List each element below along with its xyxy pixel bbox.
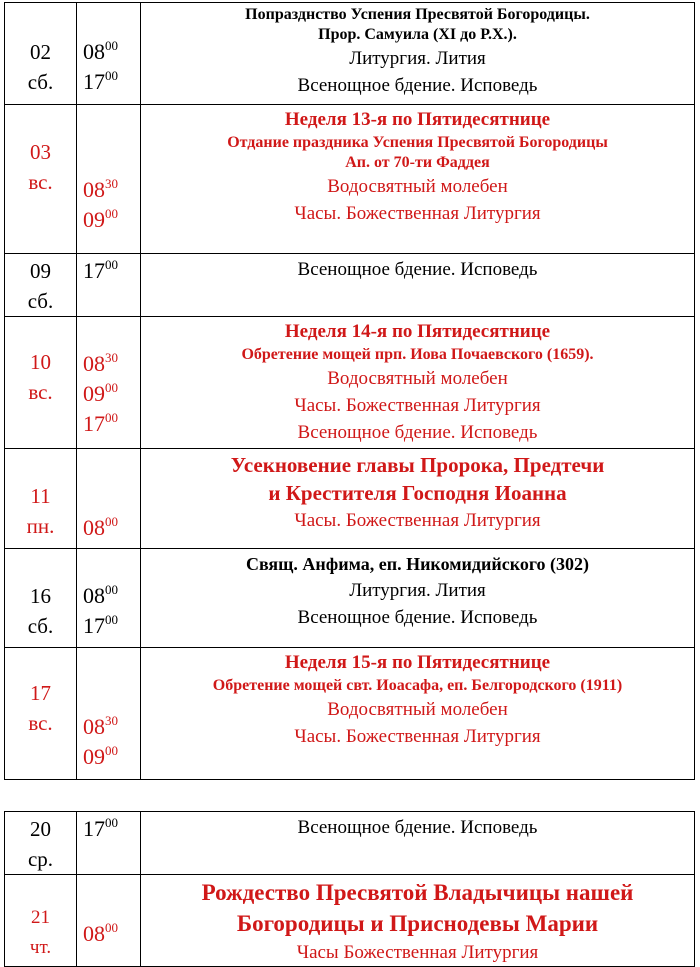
time-cell: [77, 254, 141, 317]
feast-title: Попразднство Успения Пресвятой Богородицы.: [245, 6, 590, 23]
service-time: $09^{00}$: [83, 380, 118, 406]
events-cell: [141, 812, 695, 875]
date-cell: [5, 317, 77, 449]
service-time: $08^{00}$: [83, 582, 118, 608]
date-number: 02: [30, 40, 51, 64]
schedule-row: [5, 549, 695, 648]
events-cell: [141, 549, 695, 648]
service-line: Часы. Божественная Литургия: [294, 726, 541, 747]
date-cell: [5, 449, 77, 549]
date-cell: [5, 549, 77, 648]
date-cell: [5, 812, 77, 875]
service-time: $08^{00}$: [83, 514, 118, 540]
time-cell: [77, 105, 141, 254]
service-line: Часы. Божественная Литургия: [294, 510, 541, 531]
day-of-week: пн.: [26, 514, 55, 538]
date-number: 11: [30, 484, 51, 508]
schedule-row: [5, 875, 695, 967]
service-line: Всенощное бдение. Исповедь: [297, 422, 538, 443]
date-number: 03: [30, 140, 51, 164]
service-line: Водосвятный молебен: [327, 368, 508, 389]
time-cell: [77, 3, 141, 105]
events-cell: [141, 449, 695, 549]
service-time: $09^{00}$: [83, 743, 118, 769]
day-of-week: сб.: [27, 289, 54, 313]
schedule-row: [5, 648, 695, 780]
date-number: 16: [30, 584, 51, 608]
service-time: $08^{30}$: [83, 350, 118, 376]
feast-title: Рождество Пресвятой Владычицы нашей: [201, 880, 634, 905]
feast-title: Свящ. Анфима, еп. Никомидийского (302): [245, 554, 590, 574]
feast-subtitle: Обретение мощей прп. Иова Почаевского (1659).: [241, 346, 594, 363]
service-time: $17^{00}$: [83, 410, 118, 436]
service-time: $08^{30}$: [83, 176, 118, 202]
service-line: Всенощное бдение. Исповедь: [297, 607, 538, 628]
date-number: 10: [30, 350, 51, 374]
events-cell: [141, 254, 695, 317]
schedule-table-1: [4, 2, 695, 780]
service-line: Литургия. Лития: [349, 48, 486, 69]
schedule-table-2: [4, 811, 695, 967]
day-of-week: вс.: [28, 170, 53, 194]
date-cell: [5, 254, 77, 317]
date-cell: [5, 648, 77, 780]
time-cell: [77, 549, 141, 648]
time-cell: [77, 449, 141, 549]
events-cell: [141, 317, 695, 449]
day-of-week: сб.: [27, 614, 54, 638]
service-line: Водосвятный молебен: [327, 699, 508, 720]
service-time: $17^{00}$: [83, 68, 118, 94]
date-number: 21: [31, 907, 50, 928]
service-line: Литургия. Лития: [349, 580, 486, 601]
feast-title: Неделя 13-я по Пятидесятнице: [284, 109, 551, 130]
events-cell: [141, 875, 695, 967]
schedule-row: [5, 449, 695, 549]
day-of-week: ср.: [27, 847, 54, 871]
time-cell: [77, 812, 141, 875]
day-of-week: сб.: [27, 70, 54, 94]
service-time: $17^{00}$: [83, 612, 118, 638]
schedule-row: [5, 812, 695, 875]
schedule-row: [5, 254, 695, 317]
time-cell: [77, 317, 141, 449]
feast-title: Неделя 14-я по Пятидесятнице: [284, 321, 551, 342]
events-cell: [141, 648, 695, 780]
service-line: Всенощное бдение. Исповедь: [297, 817, 538, 838]
service-line: Всенощное бдение. Исповедь: [297, 75, 538, 96]
feast-subtitle: Ап. от 70-ти Фаддея: [345, 154, 490, 171]
day-of-week: вс.: [28, 380, 53, 404]
feast-title: Неделя 15-я по Пятидесятнице: [284, 652, 551, 673]
day-of-week: чт.: [29, 937, 52, 958]
service-time: $17^{00}$: [83, 257, 118, 283]
service-line: Всенощное бдение. Исповедь: [297, 259, 538, 280]
schedule-row: [5, 105, 695, 254]
feast-title: Богородицы и Приснодевы Марии: [236, 911, 599, 936]
service-line: Водосвятный молебен: [327, 176, 508, 197]
service-line: Часы. Божественная Литургия: [294, 203, 541, 224]
date-number: 20: [30, 817, 51, 841]
events-cell: [141, 105, 695, 254]
time-cell: [77, 875, 141, 967]
feast-subtitle: Прор. Самуила (XI до Р.Х.).: [318, 26, 517, 43]
service-time: $08^{00}$: [83, 38, 118, 64]
date-cell: [5, 105, 77, 254]
service-time: $08^{30}$: [83, 713, 118, 739]
service-time: $08^{00}$: [83, 920, 118, 946]
service-line: Часы Божественная Литургия: [296, 942, 539, 963]
date-number: 09: [30, 259, 51, 283]
feast-subtitle: Отдание праздника Успения Пресвятой Богородицы: [227, 134, 608, 151]
service-line: Часы. Божественная Литургия: [294, 395, 541, 416]
day-of-week: вс.: [28, 711, 53, 735]
time-cell: [77, 648, 141, 780]
feast-title: Усекновение главы Пророка, Предтечи: [230, 453, 605, 477]
service-time: $09^{00}$: [83, 206, 118, 232]
date-number: 17: [30, 681, 51, 705]
feast-title: и Крестителя Господня Иоанна: [268, 481, 567, 505]
feast-subtitle: Обретение мощей свт. Иоасафа, еп. Белгородского (1911): [212, 677, 623, 694]
events-cell: [141, 3, 695, 105]
service-time: $17^{00}$: [83, 815, 118, 841]
date-cell: [5, 3, 77, 105]
schedule-row: [5, 3, 695, 105]
schedule-row: [5, 317, 695, 449]
date-cell: [5, 875, 77, 967]
